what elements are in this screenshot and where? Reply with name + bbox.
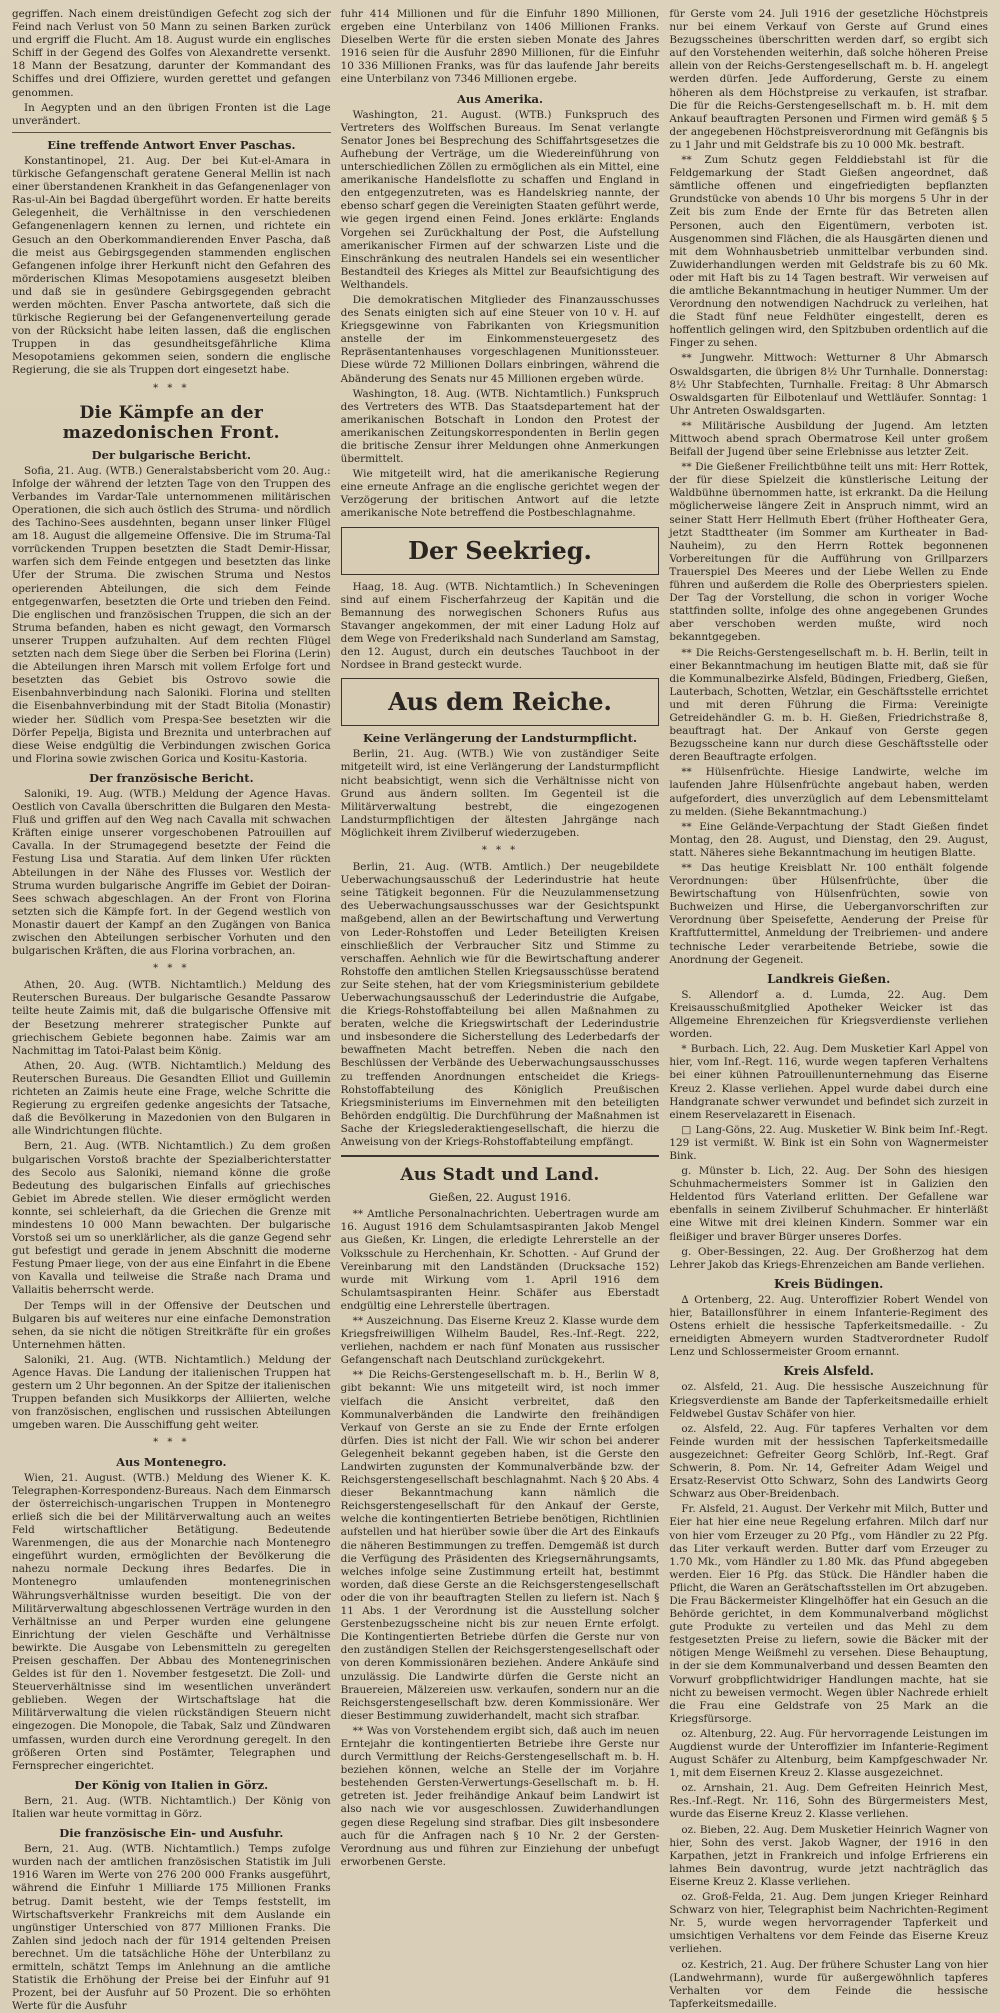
article-text: Saloniki, 21. Aug. (WTB. Nichtamtlich.) Meldung der Agence Havas. Die Landung der italienischen Truppen hat gestern um 2 Uhr begonnen. An der Spitze der italienischen Truppen befanden sich Musikkorps der Alliierten, welche von französischen, englischen und russischen Abteilungen umgeben waren. Die Ausschiffung geht weiter. xyxy=(12,1353,331,1432)
article-text: oz. Bieben, 22. Aug. Dem Musketier Heinrich Wagner von hier, Sohn des verst. Jakob Wagner, der 1916 in den Karpathen, jetzt in Frankreich und infolge Erfrierens ein lahmes Bein davontrug, wurde jetzt nachträglich das Eiserne Kreuz 2. Klasse verliehen. xyxy=(669,1823,989,1888)
article-text: für Gerste vom 24. Juli 1916 der gesetzliche Höchstpreis nur bei einem Verkauf von Gerste auf Grund eines Bezugsscheines überschritten werden darf, so ergibt sich auf den Vorstehenden weiterhin, daß solche höheren Preise allein von der Reichs-Gerstengesellschaft m. b. H. angelegt werden dürfen. Jede Aufforderung, Gerste zu einem höheren als dem Höchstpreise zu verkaufen, ist strafbar. Die für die Reichs-Gerstengesellschaft m. b. H. mit dem Ankauf beauftragten Personen und Firmen wird gemäß § 5 der angegebenen Höchstpreisverordnung mit Gefängnis bis zu 1 Jahr und mit Geldstrafe bis zu 10 000 Mk. bestraft. xyxy=(669,8,989,151)
article-text: Sofia, 21. Aug. (WTB.) Generalstabsbericht vom 20. Aug.: Infolge der während der letzten Tage von den Truppen des Verbandes im Vardar-Tale unternommenen militärischen Operationen, die sich auch östlich des Struma- und nördlich des Tachino-Sees ausdehnten, begann unser linker Flügel am 18. August die allgemeine Offensive. Die im Struma-Tal vorrückenden Truppen besetzten die Stadt Demir-Hissar, warfen sich dem Feinde entgegen und besetzten das linke Ufer der Struma. Die zwischen Struma und Nestos operierenden Abteilungen, die sich dem Feinde entgegenwarfen, besetzten die Orte und trieben den Feind. Die englischen und französischen Truppen, die sich an der Struma befanden, haben es nicht gewagt, den Vormarsch unserer Truppen aufzuhalten. Auf dem rechten Flügel setzten nach dem Siege über die Serben bei Florina (Lerin) die Abteilungen ihren Marsch mit vollem Erfolge fort und besetzten das Gebiet bis Ostrovo sowie die Eisenbahnverbindung nach Saloniki. Florina und stellten die Eisenbahnverbindung mit der Stadt Bitolia (Monastir) wieder her. Südlich vom Prespa-See besetzten wir die Dörfer Pepelja, Bigista und Breznita und unterbrachen auf diese Weise endgültig die Verbindungen zwischen Gorica und Florina sowie zwischen Gorica und Kositu-Kastoria. xyxy=(12,464,331,765)
article-text: Die demokratischen Mitglieder des Finanzausschusses des Senats einigten sich auf eine Steuer von 10 v. H. auf Kriegsgewinne von Fabrikanten von Kriegsmunition anstelle der im Einkommensteuergesetz des Repräsentantenhauses vorgeschlagenen Munitionssteuer. Diese würde 72 Millionen Dollars einbringen, während die Abänderung des Senats nur 45 Millionen ergeben würde. xyxy=(340,293,660,385)
article-text: Saloniki, 19. Aug. (WTB.) Meldung der Agence Havas. Oestlich von Cavalla überschritten die Bulgaren den Mesta-Fluß und griffen auf den Weg nach Cavalla mit schwachen Kräften einige unserer vorgeschobenen Patrouillen auf Cavalla. In der Strumagegend besetzte der Feind die Festung Lisa und Staratia. Auf dem linken Ufer rückten Abteilungen in der Nähe des Flusses vor. Westlich der Struma wurden bulgarische Angriffe im Gebiet der Doiran-Sees schwach abgeschlagen. An der Front von Florina setzten sich die Kämpfe fort. In der Gegend westlich von Monastir dauert der Kampf an den Zugängen von Banica zwischen den Abteilungen serbischer Vorhuten und den bulgarischen Kräften, die aus Florina vorbrachen, an. xyxy=(12,787,331,958)
article-headline: Der König von Italien in Görz. xyxy=(74,1777,269,1792)
article-text: * Burbach. Lich, 22. Aug. Dem Musketier Karl Appel von hier, vom Inf.-Regt. 116, wurde wegen tapferen Verhaltens bei einer kühnen Patrouillenunternehmung das Eiserne Kreuz 2. Klasse verliehen. Appel wurde dabei durch eine Handgranate schwer verwundet und befindet sich zurzeit in einem Reservelazarett in Eisenach. xyxy=(669,1043,989,1121)
article-headline: Aus Montenegro. xyxy=(116,1454,227,1469)
section-box xyxy=(341,678,660,726)
region-headline: Kreis Büdingen. xyxy=(774,1276,884,1291)
dateline: Gießen, 22. August 1916. xyxy=(429,1191,571,1205)
section-headline: Der Seekrieg. xyxy=(408,535,592,565)
column-2 xyxy=(340,8,660,1868)
article-text: Bern, 21. Aug. (WTB. Nichtamtlich.) Der König von Italien war heute vormittag in Görz. xyxy=(12,1794,331,1820)
article-text: g. Ober-Bessingen, 22. Aug. Der Großherzog hat dem Lehrer Jakob das Kriegs-Ehrenzeichen am Bande verliehen. xyxy=(669,1245,989,1271)
article-text: Wie mitgeteilt wird, hat die amerikanische Regierung eine erneute Anfrage an die englische gerichtet wegen der Verzögerung der britischen Antwort auf die letzte amerikanische Note betreffend die Postbeschlagnahme. xyxy=(340,468,660,520)
column-1 xyxy=(12,8,331,2013)
article-text: ** Die Reichs-Gerstengesellschaft m. b. H. Berlin, teilt in einer Bekanntmachung im heutigen Blatte mit, daß sie für die Kommunalbezirke Alsfeld, Büdingen, Friedberg, Gießen, Lauterbach, Schotten, Wetzlar, ein Geschäftsstelle errichtet und mit deren Führung die Firma: Vereinigte Getreidehändler G. m. b. H. Gießen, Friedrichstraße 8, beauftragt hat. Der Ankauf von Gerste gegen Bezugsscheine kann nur durch diese Geschäftsstelle oder deren Beauftragte erfolgen. xyxy=(669,646,989,764)
article-text: Der Temps will in der Offensive der Deutschen und Bulgaren bis auf weiteres nur eine einfache Demonstration sehen, da sie nicht die nötigen Streitkräfte für ein großes Unternehmen hätten. xyxy=(12,1299,331,1351)
article-text: Berlin, 21. Aug. (WTB.) Wie von zuständiger Seite mitgeteilt wird, ist eine Verlängerung der Landsturmpflicht nicht beabsichtigt, wenn sich die Verhältnisse nicht von Grund aus ändern sollten. Im Gegenteil ist die Militärverwaltung bestrebt, die eingezogenen Landsturmpflichtigen der ältesten Jahrgänge nach Möglichkeit ihrem Zivilberuf wiederzugeben. xyxy=(340,748,660,839)
article-text: □ Lang-Göns, 22. Aug. Musketier W. Bink beim Inf.-Regt. 129 ist vermißt. W. Bink ist ein Sohn von Wagnermeister Bink. xyxy=(669,1123,989,1162)
article-text: ** Eine Gelände-Verpachtung der Stadt Gießen findet Montag, den 28. August, und Dienstag, den 29. August, statt. Näheres siehe Bekanntmachung im heutigen Blatte. xyxy=(669,820,989,859)
article-text: Fr. Alsfeld, 21. August. Der Verkehr mit Milch, Butter und Eier hat hier eine neue Regelung erfahren. Milch darf nur von hier vom Erzeuger zu 20 Pfg., vom Händler zu 22 Pfg. das Liter verkauft werden. Butter darf vom Erzeuger zu 1.70 Mk., vom Händler zu 1.80 Mk. das Pfund abgegeben werden. Eier 16 Pfg. das Stück. Die Händler haben die Pflicht, die Waren an Gerätschaftsstellen im Ort abzugeben. Die Frau Bäckermeister Klingelhöffer hat ein Gesuch an die Behörde gerichtet, in dem Kommunalverband möglichst gute Produkte zu verteilen und das Mehl zu dem festgesetzten Preise zu liefern, sowie die Bäcker mit der nötigen Menge Weißmehl zu versehen. Diese Behauptung, in der sie dem Kommunalverband und dessen Beamten den Vorwurf grobpflichtwidriger Handlungen machte, hat sie nicht zu beweisen vermocht. Wegen übler Nachrede erhielt die Frau eine Geldstrafe von 25 Mark an die Kriegsfürsorge. xyxy=(669,1503,989,1725)
article-text: Bern, 21. Aug. (WTB. Nichtamtlich.) Zu dem großen bulgarischen Vorstoß brachte der Spezialberichterstatter des Secolo aus Saloniki, niemand könne die große Bedeutung des bulgarischen Einfalls auf griechisches Gebiet im Abrede stellen. Wie dieser ermöglicht werden konnte, sei schleierhaft, da die Griechen die Grenze mit mindestens 10 000 Mann bewachten. Der bulgarische Vorstoß sei um so unerklärlicher, als die ganze Gegend sehr gut befestigt und gerade in jenem Abschnitt die moderne Festung Pmaer liege, von der aus eine Einfahrt in die Ebene von Kavalla und teilweise die Straße nach Drama und Vallaitis beherrscht werde. xyxy=(12,1140,331,1297)
article-text: oz. Arnshain, 21. Aug. Dem Gefreiten Heinrich Mest, Res.-Inf.-Regt. Nr. 116, Sohn des Bürgermeisters Mest, wurde das Eiserne Kreuz 2. Klasse verliehen. xyxy=(669,1782,989,1821)
article-headline: Eine treffende Antwort Enver Paschas. xyxy=(47,137,296,152)
article-subheadline: Keine Verlängerung der Landsturmpflicht. xyxy=(363,731,637,746)
section-box xyxy=(341,527,660,575)
article-text: gegriffen. Nach einem dreistündigen Gefecht zog sich der Feind nach Verlust von 50 Mann zu seinen Barken zurück und ergriff die Flucht. Am 18. August wurde ein englisches Schiff in der Gegend des Golfes von Alexandrette versenkt. 18 Mann der Besatzung, darunter der Kommandant des Schiffes und drei Offiziere, wurden gerettet und gefangen genommen. xyxy=(12,8,331,99)
article-text: ** Was von Vorstehendem ergibt sich, daß auch im neuen Erntejahr die kontingentierten Betriebe ihre Gerste nur durch Vermittlung der Reichs-Gerstengesellschaft m. b. H. beziehen können, welche an Stelle der im Vorjahre bestehenden Gersten-Verwertungs-Gesellschaft m. b. H. getreten ist. Jeder freihändige Ankauf beim Landwirt ist also nach wie vor ausgeschlossen. Zuwiderhandlungen gegen diese Regelung sind strafbar. Dies gilt insbesondere auch für die Anfragen nach § 10 Nr. 2 der Gersten-Verordnung aus und führen zur Einziehung der unbefugt erworbenen Gerste. xyxy=(340,1724,660,1868)
article-text: Athen, 20. Aug. (WTB. Nichtamtlich.) Meldung des Reuterschen Bureaus. Der bulgarische Gesandte Passarow teilte heute Zaimis mit, daß die bulgarische Offensive mit der Besetzung mehrerer strategischer Punkte auf griechischem Gebiete begonnen habe. Zaimis war am Nachmittag im Tatoi-Palast beim König. xyxy=(12,979,331,1057)
article-text: Washington, 21. August. (WTB.) Funkspruch des Vertreters des Wolffschen Bureaus. Im Senat verlangte Senator Jones bei Besprechung des Schiffahrtsgesetzes die Aufhebung der Verträge, um die Wiedereinführung von unterschiedlichen Zöllen zu ermöglichen als ein Mittel, eine amerikanische Handelsflotte zu schaffen und England in den entgegenzutreten, was es Handelskrieg nannte, der ebenso scharf gegen die Vereinigten Staaten geführt werde, wie gegen irgend einen Feind. Jones erklärte: Englands Vorgehen sei Zurückhaltung der Post, die Aufstellung amerikanischer Firmen auf der schwarzen Liste und die Einschränkung des neutralen Handels sei ein wesentlicher Bestandteil des Krieges als Mittel zur Beaufsichtigung des Welthandels. xyxy=(340,108,660,291)
article-text: ** Die Gießener Freilichtbühne teilt uns mit: Herr Rottek, der für diese Spielzeit die künstlerische Leitung der Waldbühne übernommen hatte, ist erkrankt. Da die Heilung möglicherweise längere Zeit in Anspruch nimmt, wird an seiner Statt Herr Hellmuth Ebert (früher Hoftheater Gera, jetzt Stadttheater (im Sommer am Kurtheater in Bad-Nauheim), zu den Herrn Rottek begonnenen Vorbereitungen für die Aufführung von Grillparzers Trauerspiel Des Meeres und der Liebe Wellen zu Ende führen und außerdem die Rolle des Oberpriesters spielen. Der Tag der Vorstellung, die schon in voriger Woche stattfinden sollte, infolge des ohne angegebenen Grundes aber verschoben werden mußte, wird noch bekanntgegeben. xyxy=(669,461,989,644)
column-3 xyxy=(669,8,989,2010)
article-text: g. Münster b. Lich, 22. Aug. Der Sohn des hiesigen Schuhmachermeisters Sommer ist in Galizien den Heldentod fürs Vaterland erlitten. Der Gefallene war ebenfalls in seinem Zivilberuf Schuhmacher. Er hinterläßt eine Witwe mit drei kleinen Kindern. Sommer war ein fleißiger und braver Bürger unseres Dorfes. xyxy=(669,1165,989,1243)
article-text: ** Zum Schutz gegen Felddiebstahl ist für die Feldgemarkung der Stadt Gießen angeordnet, daß sämtliche offenen und eingefriedigten bepflanzten Grundstücke von abends 10 Uhr bis morgens 5 Uhr in der Zeit bis zum Ende der Ernte für das Betreten allen Personen, auch den Eigentümern, verboten ist. Ausgenommen sind Flächen, die als Hausgärten dienen und mit dem Wohnhausbetrieb unmittelbar verbunden sind. Zuwiderhandlungen werden mit Geldstrafe bis zu 60 Mk. oder mit Haft bis zu 14 Tagen bestraft. Wir verweisen auf die amtliche Bekanntmachung in heutiger Nummer. Um der Verordnung den notwendigen Nachdruck zu verleihen, hat die Stadt fünf neue Feldhüter eingestellt, deren es hoffentlich gelingen wird, den Spitzbuben ordentlich auf die Finger zu sehen. xyxy=(669,154,989,350)
section-separator: * * * xyxy=(153,963,190,975)
divider xyxy=(341,1155,660,1157)
article-text: oz. Altenburg, 22. Aug. Für hervorragende Leistungen im Augdienst wurde der Unteroffizier im Infanterie-Regiment August Schäfer zu Altenburg, beim Kampfgeschwader Nr. 1, mit dem Eisernen Kreuz 2. Klasse ausgezeichnet. xyxy=(669,1727,989,1780)
article-text: Konstantinopel, 21. Aug. Der bei Kut-el-Amara in türkische Gefangenschaft geratene General Mellin ist nach einer überstandenen Krankheit in das Gefangenenlager von Ras-ul-Ain bei Bagdad übergeführt worden. Er hatte bereits Gelegenheit, die Verhältnisse in den verschiedenen Gefangenenlagern kennen zu lernen, und richtete ein Gesuch an den Oberkommandierenden Enver Pascha, daß die meist aus Gebirgsgegenden stammenden englischen Gefangenen infolge ihrer Herkunft nicht den Gefahren des mörderischen Klimas Mesopotamiens ausgesetzt bleiben und daß sie in gesündere Gebirgsgegenden gebracht werden möchten. Enver Pascha antwortete, daß sich die türkische Regierung bei der Gefangenenverteilung gerade von der Rücksicht habe leiten lassen, daß die englischen Truppen in das gesundheitsgefährliche Klima Mesopotamiens gekommen seien, sondern die englische Regierung, die sie als Truppen dort eingesetzt habe. xyxy=(12,154,331,377)
section-headline: Aus Stadt und Land. xyxy=(400,1165,600,1186)
article-headline: Aus Amerika. xyxy=(456,91,544,106)
article-text: Athen, 20. Aug. (WTB. Nichtamtlich.) Meldung des Reuterschen Bureaus. Die Gesandten Elliot und Guillemin richteten an Zaimis heute eine Frage, welche Schritte die Regierung zu ergreifen gedenke angesichts der Tatsache, daß die Bevölkerung in Mazedonien von den Bulgaren in alle Windrichtungen flüchte. xyxy=(12,1059,331,1138)
article-text: S. Allendorf a. d. Lumda, 22. Aug. Dem Kreisausschußmitglied Apotheker Weicker ist das Allgemeine Ehrenzeichen für Kriegsverdienste verliehen worden. xyxy=(669,988,989,1041)
article-text: ** Hülsenfrüchte. Hiesige Landwirte, welche im laufenden Jahre Hülsenfrüchte angebaut haben, werden aufgefordert, dies unverzüglich auf dem Lebensmittelamt zu melden. (Siehe Bekanntmachung.) xyxy=(669,766,989,818)
article-text: fuhr 414 Millionen und für die Einfuhr 1890 Millionen, ergeben eine Unterbilanz von 1406 Millionen Franks. Dieselben Werte für die ersten sieben Monate des Jahres 1916 seien für die Ausfuhr 2890 Millionen, für die Einfuhr 10 336 Millionen Franks, was für das laufende Jahr bereits eine Unterbilanz von 7346 Millionen ergebe. xyxy=(340,8,660,86)
region-headline: Landkreis Gießen. xyxy=(767,971,891,986)
section-headline: Aus dem Reiche. xyxy=(388,687,612,717)
article-text: Washington, 18. Aug. (WTB. Nichtamtlich.) Funkspruch des Vertreters des WTB. Das Staatsdepartement hat der amerikanischen Botschaft in London den Protest der amerikanischen Zeitungskorrespondenten in Berlin gegen die britische Zensur ihrer Meldungen ohne Anmerkungen übermittelt. xyxy=(340,387,660,466)
section-separator: * * * xyxy=(481,844,519,856)
article-text: ∆ Ortenberg, 22. Aug. Unteroffizier Robert Wendel von hier, Bataillonsführer in einem Infanterie-Regiment des Ostens erhielt die hessische Tapferkeitsmedaille. - Zu erneidigten Abmeyern wurden Stadtverordneter Rudolf Lenz und Schlossermeister Groom ernannt. xyxy=(669,1293,989,1359)
article-text: Bern, 21. Aug. (WTB. Nichtamtlich.) Temps zufolge wurden nach der amtlichen französischen Statistik im Juli 1916 Waren im Werte von 276 200 000 Franks ausgeführt, während die Einfuhr 1 Milliarde 175 Millionen Franks betrug. Damit besteht, wie der Temps feststellt, im Wirtschaftsverkehr Frankreichs mit dem Auslande ein ungünstiger Unterschied von 877 Millionen Franks. Die Zahlen sind jedoch nach der für 1914 geltenden Preisen berechnet. Um die tatsächliche Höhe der Unterbilanz zu ermitteln, schätzt Temps im Anlehnung an die amtliche Statistik die Erhöhung der Preise bei der Einfuhr auf 91 Prozent, bei der Ausfuhr auf 50 Prozent. Die so erhöhten Werte für die Ausfuhr xyxy=(12,1843,331,2013)
article-text: ** Das heutige Kreisblatt Nr. 100 enthält folgende Verordnungen: über Hülsenfrüchte, über die Bewirtschaftung von Hülsenfrüchten, sowie von Buchweizen und Hirse, die Ueberganvorschriften zur Verordnung über Speisefette, Aenderung der Preise für Kraftfuttermittel, Anmeldung der Treibriemen- und andere technische Leder verarbeitende Betriebe, sowie die Anordnung der Gegeneit. xyxy=(669,862,989,966)
article-headline: Die französische Ein- und Ausfuhr. xyxy=(59,1826,284,1841)
article-text: In Aegypten und an den übrigen Fronten ist die Lage unverändert. xyxy=(12,101,331,127)
section-separator: * * * xyxy=(153,382,190,394)
section-separator: * * * xyxy=(153,1437,190,1449)
section-headline: Die Kämpfe an der mazedonischen Front. xyxy=(62,402,280,443)
article-text: Wien, 21. August. (WTB.) Meldung des Wiener K. K. Telegraphen-Korrespondenz-Bureaus. Nach dem Einmarsch der österreichisch-ungarischen Truppen in Montenegro erließ sich die bei der Militärverwaltung auch an weites Feld wirtschaftlicher Betätigung. Bedeutende Warenmengen, die aus der Monarchie nach Montenegro eingeführt wurden, ermöglichten der Bevölkerung die nahezu normale Deckung ihres Bedarfes. Die in Montenegro umlaufenden montenegrinischen Währungsverhältnisse wurden beseitigt. Die von der Militärverwaltung abgeschlossenen Verträge wurden in den Verhältnisse an und Perper wurden eine gelungene Einrichtung der vielen Geschäfte und Verhältnisse bewirkte. Die Ausgabe von Lebensmitteln zu geregelten Preisen geschaffen. Der Abbau des Montenegrinischen Geldes ist für den 1. November festgesetzt. Die Zoll- und Steuerverhältnisse sind im wesentlichen unverändert geblieben. Wegen der Wirtschaftslage hat die Militärverwaltung die vielen rückständigen Steuern nicht eingezogen. Die Monopole, die Tabak, Salz und Zündwaren umfassen, wurden durch eine Verordnung geregelt. In den größeren Orten sind Postämter, Telegraphen und Fernsprecher eingerichtet. xyxy=(12,1471,331,1772)
article-subheadline: Der französische Bericht. xyxy=(89,770,254,785)
article-text: oz. Groß-Felda, 21. Aug. Dem jungen Krieger Reinhard Schwarz von hier, Telegraphist beim Nachrichten-Regiment Nr. 5, wurde wegen hervorragender Tapferkeit und umsichtigen Verhaltens vor dem Feinde das Eiserne Kreuz verliehen. xyxy=(669,1891,989,1956)
article-text: ** Auszeichnung. Das Eiserne Kreuz 2. Klasse wurde dem Kriegsfreiwilligen Wilhelm Baudel, Res.-Inf.-Regt. 222, verliehen, nachdem er nach fünf Monaten aus russischer Gefangenschaft nach Deutschland zurückgekehrt. xyxy=(340,1314,660,1367)
article-text: ** Jungwehr. Mittwoch: Wetturner 8 Uhr Abmarsch Oswaldsgarten, die übrigen 8½ Uhr Turnhalle. Donnerstag: 8½ Uhr Stabfechten, Turnhalle. Freitag: 8 Uhr Abmarsch Oswaldsgarten für Eilbotenlauf und Wettläufer. Sonntag: 1 Uhr Antreten Oswaldsgarten. xyxy=(669,352,989,417)
article-subheadline: Der bulgarische Bericht. xyxy=(91,447,251,462)
article-text: oz. Kestrich, 21. Aug. Der frühere Schuster Lang von hier (Landwehrmann), wurde für außergewöhnlich tapferes Verhalten vor dem Feinde die hessische Tapferkeitsmedaille. xyxy=(669,1958,989,2010)
article-text: oz. Alsfeld, 21. Aug. Die hessische Auszeichnung für Kriegsverdienste am Bande der Tapferkeitsmedaille erhielt Feldwebel Gustav Schäfer von hier. xyxy=(669,1381,989,1420)
article-text: ** Militärische Ausbildung der Jugend. Am letzten Mittwoch abend sprach Obermatrose Keil unter großem Beifall der Jugend über seine Erlebnisse aus letzter Zeit. xyxy=(669,419,989,459)
article-text: oz. Alsfeld, 22. Aug. Für tapferes Verhalten vor dem Feinde wurden mit der hessischen Tapferkeitsmedaille ausgezeichnet: Gefreiter Georg Schlörb, Inf.-Regt. Graf Schwerin, 8. Pom. Nr. 14, Gefreiter Adam Weigel und Ersatz-Reservist Otto Schwarz, Sohn des Landwirts Georg Schwarz aus Ober-Breidenbach. xyxy=(669,1422,989,1501)
article-text: ** Die Reichs-Gerstengesellschaft m. b. H., Berlin W 8, gibt bekannt: Wie uns mitgeteilt wird, ist noch immer vielfach die Ansicht verbreitet, daß den Kommunalverbänden die Landwirte den freihändigen Verkauf von Gerste an sie zu Ende der Ernte erfolgen dürfen. Dies ist nicht der Fall. Wie wir schon bei anderer Gelegenheit bekannt gegeben haben, ist die Gerste den Landwirten zugunsten der Kommunalverbände bzw. der Reichsgerstengesellschaft beschlagnahmt. Nach § 20 Abs. 4 dieser Bekanntmachung kann nämlich die Reichsgerstengesellschaft für den Ankauf der Gerste, welche die kontingentierten Betriebe benötigen, Richtlinien aufstellen und hat hierüber sowie über die Art des Einkaufs die näheren Bestimmungen zu treffen. Demgemäß ist durch die Verfügung des Präsidenten des Kriegsernährungsamts, welches infolge seine Zustimmung erteilt hat, bestimmt worden, daß diese Gerste an die Reichsgerstengesellschaft oder die von ihr beauftragten Stellen zu liefern ist. Nach § 11 Abs. 1 der Verordnung ist die Ausstellung solcher Gerstenbezugsscheine nicht bis zur neuen Ernte erfolgt. Die Kontingentierten Betriebe dürfen die Gerste nur von den zuständigen Stellen der Reichsgerstengesellschaft oder von deren Kommissionären beziehen. Andere Ankäufe sind unzulässig. Die Landwirte dürfen die Gerste nicht an Brauereien, Mälzereien usw. verkaufen, sondern nur an die Reichsgerstengesellschaft bzw. deren Kommissionäre. Wer dieser Bestimmung zuwiderhandelt, macht sich strafbar. xyxy=(340,1369,660,1722)
divider xyxy=(12,132,331,133)
article-text: Berlin, 21. Aug. (WTB. Amtlich.) Der neugebildete Ueberwachungsausschuß der Lederindustrie hat heute seine Tätigkeit begonnen. Für die Neuzulammensetzung des Ueberwachungsausschusses war der Gesichtspunkt maßgebend, allen an der Bewirtschaftung und Verwertung von Leder-Rohstoffen und Leder Beteiligten Kreisen einschließlich der Verbraucher Sitz und Stimme zu verschaffen. Aehnlich wie für die Bewirtschaftung anderer Rohstoffe den amtlichen Stellen Kriegsausschüsse beratend zur Seite stehen, hat der vom Kriegsministerium gebildete Ueberwachungsausschuß der Lederindustrie die Aufgabe, die Kriegs-Rohstoffabteilung bei allen Maßnahmen zu beraten, welche die Kriegswirtschaft der Lederindustrie und insbesondere die Sicherstellung des Lederbedarfs der bewaffneten Macht betreffen. Neben die nach den Beschlüssen der Verbände des Ueberwachungsausschusses zu treffenden Anordnungen entscheidet die Kriegs-Rohstoffabteilung des Königlich Preußischen Kriegsministeriums im Einvernehmen mit den beteiligten Behörden endgültig. Die Durchführung der Maßnahmen ist Sache der Kriegslederaktiengesellschaft, die hierzu die Anweisung von der Kriegs-Rohstoffabteilung empfängt. xyxy=(340,861,660,1149)
region-headline: Kreis Alsfeld. xyxy=(783,1364,874,1379)
article-text: Haag, 18. Aug. (WTB. Nichtamtlich.) In Scheveningen sind auf einem Fischerfahrzeug der Kapitän und die Bemannung des norwegischen Schoners Rufus aus Stavanger angekommen, der mit einer Ladung Holz auf dem Wege von Frederikshald nach Sunderland am Samstag, den 12. August, durch ein deutsches Tauchboot in der Nordsee in Brand gesteckt wurde. xyxy=(340,580,660,672)
article-text: ** Amtliche Personalnachrichten. Uebertragen wurde am 16. August 1916 dem Schulamtsaspiranten Jakob Mengel aus Gießen, Kr. Lingen, die erledigte Lehrerstelle an der Volksschule zu Herchenhain, Kr. Schotten. - Auf Grund der Vereinbarung mit den Landständen (Drucksache 152) wurde mit Wirkung vom 1. April 1916 dem Schulamtsaspiranten Heinr. Schäfer aus Eberstadt endgültig eine Lehrerstelle übertragen. xyxy=(340,1208,660,1312)
